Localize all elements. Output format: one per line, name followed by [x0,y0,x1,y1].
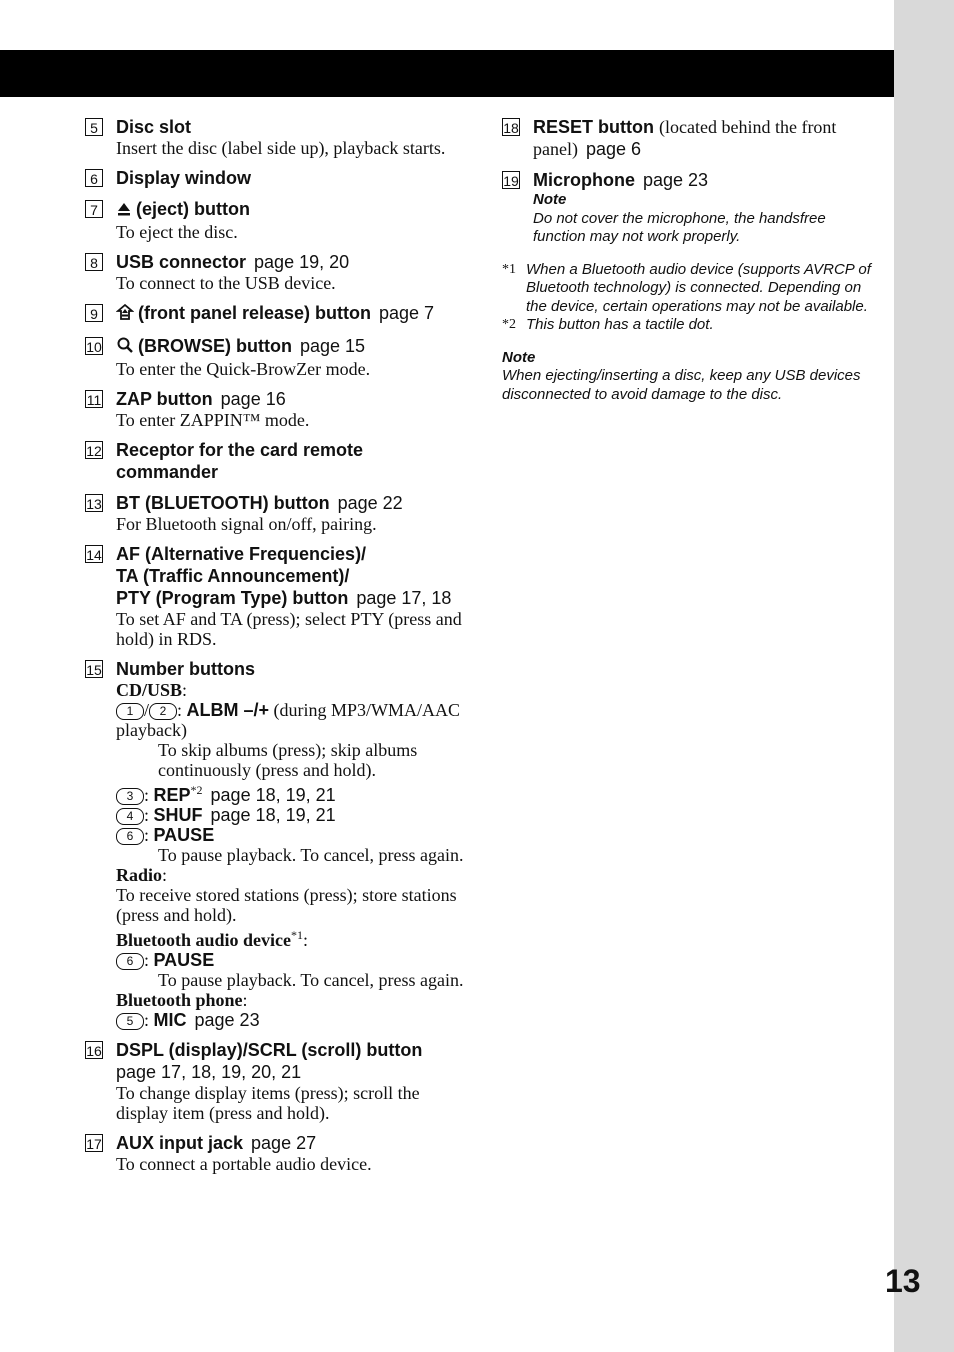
item-number: 13 [86,496,102,512]
item-title: USB connector [116,252,247,272]
item-number: 15 [86,662,102,678]
page-reference: page 23 [194,1010,260,1030]
page-reference: page 16 [220,389,286,409]
cdusb-label: CD/USB [116,680,183,700]
item-number: 8 [85,253,103,271]
item-title: DSPL (display)/SCRL (scroll) button [116,1040,423,1060]
browse-search-icon [116,336,134,359]
item-number: 17 [86,1136,102,1152]
note-title: Note [502,348,536,366]
page-reference: page 27 [251,1133,317,1153]
item-title: (front panel release) button [138,303,372,323]
header-bar [0,50,894,97]
item-title: RESET button [533,117,654,137]
item-number: 19 [503,173,519,189]
item-title: BT (BLUETOOTH) button [116,493,330,513]
page-reference: page 15 [299,336,366,356]
item-description: To connect to the USB device. [116,273,336,293]
page-reference: page 18, 19, 21 [210,785,336,805]
list-item [85,251,470,293]
footnote-text: When a Bluetooth audio device (supports AVRCP of Bluetooth technology) is connected. Depending on the device, certain operations may not be available. [526,260,871,315]
footnote [502,261,882,317]
item-title: (BROWSE) button [138,336,292,356]
list-item [85,543,470,649]
item-number: 12 [86,443,102,459]
list-item [85,439,470,483]
note-text: Do not cover the microphone, the handsfree function may not work properly. [533,209,826,245]
item-number: 18 [503,120,519,136]
note-text: When ejecting/inserting a disc, keep any USB devices disconnected to avoid damage to the disc. [502,367,861,403]
item-title: AUX input jack [116,1133,244,1153]
page-reference: page 23 [643,170,709,190]
item-title-line: AF (Alternative Frequencies)/ [116,544,367,564]
list-item [85,492,470,534]
page-number: 13 [885,1263,921,1299]
item-description: To eject the disc. [116,222,238,242]
item-description: To connect a portable audio device. [116,1154,372,1174]
item-number: 11 [86,392,102,408]
bt-audio-label: Bluetooth audio device [116,930,292,950]
pause-label: PAUSE [153,950,215,970]
albm-condition: (during MP3/WMA/AAC playback) [116,700,461,740]
item-number: 14 [86,547,102,563]
albm-description: To skip albums (press); skip albums continuously (press and hold). [158,740,418,780]
key-3-icon: 3 [116,788,144,805]
front-panel-release-icon [116,303,134,326]
list-item [85,167,470,189]
item-description: To enter ZAPPIN™ mode. [116,410,310,430]
item-number: 5 [85,118,103,136]
key-6-icon: 6 [116,953,144,970]
list-item [85,335,470,379]
page-edge-tab [894,0,954,1352]
page-reference: page 17, 18, 19, 20, 21 [116,1062,302,1082]
item-title: Receptor for the card remote commander [116,440,364,482]
item-title: (eject) button [136,199,250,219]
key-2-icon: 2 [149,703,177,720]
note-title: Note [533,191,567,208]
page-reference: page 7 [379,303,435,323]
footnote-mark: *1 [502,261,516,277]
item-title: Disc slot [116,117,192,137]
item-title-suffix: (located behind the front panel) [533,117,837,159]
footnote-ref: *1 [291,928,304,942]
item-number: 16 [86,1043,102,1059]
list-item [85,388,470,430]
albm-label: ALBM –/+ [186,700,270,720]
left-column [85,116,470,1183]
item-description: To enter the Quick-BrowZer mode. [116,359,371,379]
shuf-label: SHUF [153,805,203,825]
item-title-line: PTY (Program Type) button [116,588,349,608]
page-reference: page 19, 20 [254,252,350,272]
item-title: Display window [116,168,252,188]
item-title: ZAP button [116,389,213,409]
page-reference: page 18, 19, 21 [210,805,336,825]
item-number: 7 [85,200,103,218]
page-reference: page 6 [585,139,642,159]
bt-phone-label: Bluetooth phone [116,990,243,1010]
item-number: 6 [85,169,103,187]
key-1-icon: 1 [116,703,144,720]
rep-label: REP [153,785,191,805]
item-number: 10 [86,339,102,355]
list-item [85,116,470,158]
pause-description: To pause playback. To cancel, press again. [158,970,464,990]
list-item [85,198,470,242]
eject-icon [116,200,132,222]
pause-label: PAUSE [153,825,215,845]
key-4-icon: 4 [116,808,144,825]
item-title: Number buttons [116,659,255,679]
footnote-mark: *2 [502,317,516,332]
item-number: 9 [85,304,103,322]
key-5-icon: 5 [116,1013,144,1030]
footnote [502,316,882,335]
list-item: 15 Number buttons CD/USB: 1 / 2 : ALBM –/+ (during MP3/WMA/AAC playback) To skip albums (press); skip albums continuously (press and hold). 3 : REP$^{*2}$ page 18, 19, 21 4 : SHUF page 18, 19, 21 6 : PAUSE To pause playback. To cancel, press again. Radio: To receive stored stations (press); store stations (press and hold). Bluetooth audio device$^{*1}$: 6 : PAUSE To pause playback. To cancel, press again. Bluetooth phone: 5 : MIC page 23 [85,658,470,1030]
right-column [502,116,882,404]
list-item [85,1132,470,1174]
key-6-icon: 6 [116,828,144,845]
mic-label: MIC [153,1010,187,1030]
item-description: For Bluetooth signal on/off, pairing. [116,514,377,534]
footnote-text: This button has a tactile dot. [526,316,714,333]
page-reference: page 22 [337,493,403,513]
pause-description: To pause playback. To cancel, press again. [158,845,464,865]
footnote-ref: *2 [190,783,203,797]
list-item [502,169,882,247]
item-description: Insert the disc (label side up), playback starts. [116,138,446,158]
list-item [85,302,470,326]
radio-description: To receive stored stations (press); store stations (press and hold). [116,885,457,925]
list-item [502,116,882,160]
item-description: To set AF and TA (press); select PTY (press and hold) in RDS. [116,609,462,649]
item-description: To change display items (press); scroll the display item (press and hold). [116,1083,420,1123]
radio-label: Radio [116,865,163,885]
page-reference: page 17, 18 [356,588,452,608]
item-title-line: TA (Traffic Announcement)/ [116,566,350,586]
item-title: Microphone [533,170,635,190]
list-item [85,1039,470,1123]
